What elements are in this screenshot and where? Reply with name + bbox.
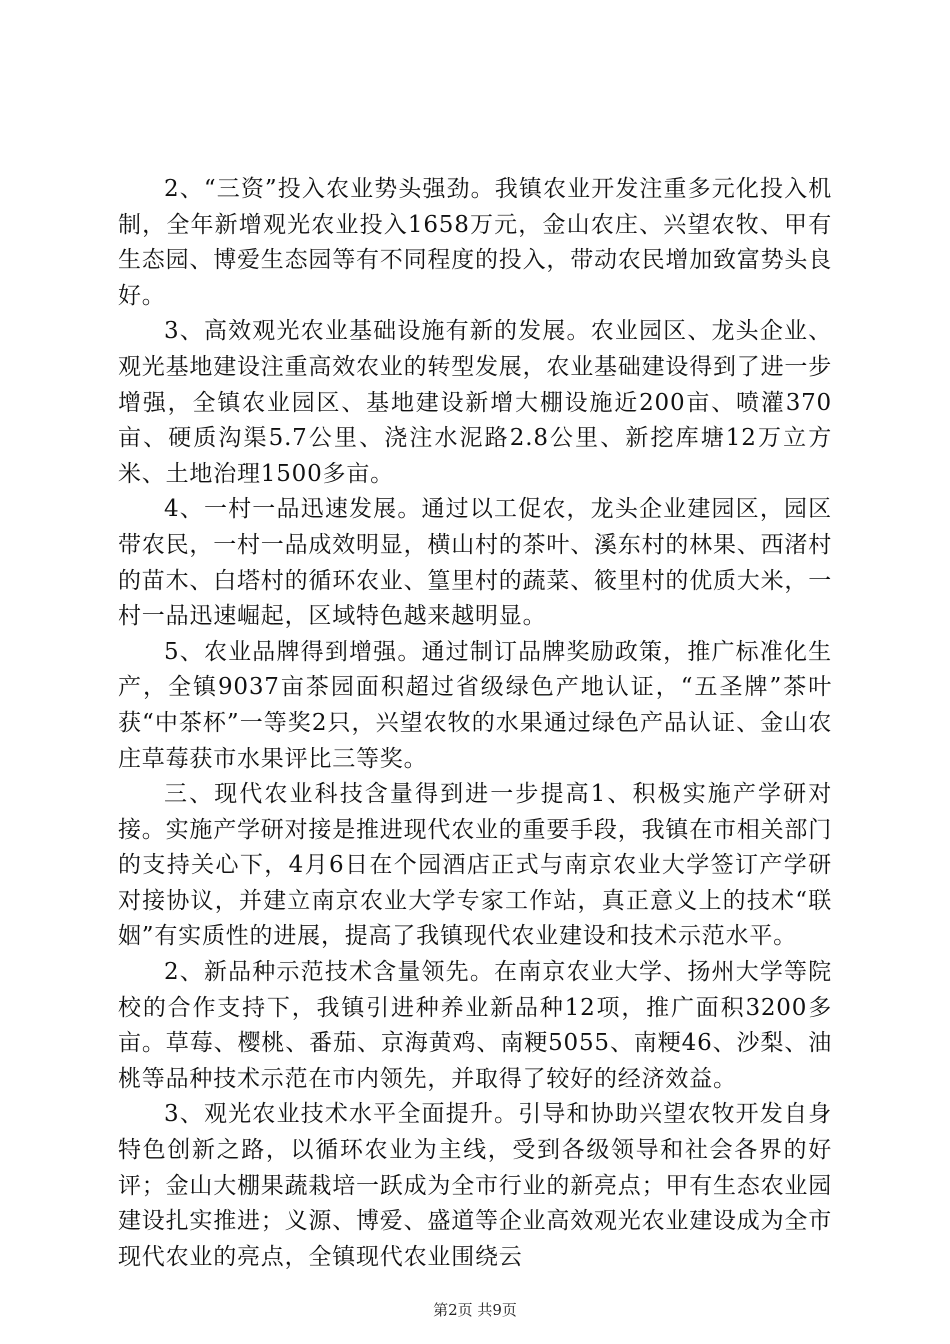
page-footer: 第2页 共9页 — [433, 1301, 517, 1319]
paragraph-1: 2、“三资”投入农业势头强劲。我镇农业开发注重多元化投入机制，全年新增观光农业投入1658万元，金山农庄、兴望农牧、甲有生态园、博爱生态园等有不同程度的投入，带动农民增加致富势头良好。 — [118, 176, 832, 309]
paragraph-2: 3、高效观光农业基础设施有新的发展。农业园区、龙头企业、观光基地建设注重高效农业的转型发展，农业基础建设得到了进一步增强，全镇农业园区、基地建设新增大棚设施近200亩、喷灌370亩、硬质沟渠5.7公里、浇注水泥路2.8公里、新挖库塘12万立方米、土地治理1500多亩。 — [118, 318, 832, 487]
paragraph-4: 5、农业品牌得到增强。通过制订品牌奖励政策，推广标准化生产，全镇9037亩茶园面积超过省级绿色产地认证，“五圣牌”茶叶获“中茶杯”一等奖2只，兴望农牧的水果通过绿色产品认证、金山农庄草莓获市水果评比三等奖。 — [118, 638, 832, 772]
paragraph-7: 3、观光农业技术水平全面提升。引导和协助兴望农牧开发自身特色创新之路，以循环农业为主线，受到各级领导和社会各界的好评；金山大棚果蔬栽培一跃成为全市行业的新亮点；甲有生态农业园建设扎实推进；义源、博爱、盛道等企业高效观光农业建设成为全市现代农业的亮点，全镇现代农业围绕云 — [118, 1101, 832, 1270]
paragraph-6: 2、新品种示范技术含量领先。在南京农业大学、扬州大学等院校的合作支持下，我镇引进种养业新品种12项，推广面积3200多亩。草莓、樱桃、番茄、京海黄鸡、南粳5055、南粳46、沙梨、油桃等品种技术示范在市内领先，并取得了较好的经济效益。 — [118, 959, 832, 1092]
document-body — [118, 172, 832, 1275]
paragraph-5: 三、现代农业科技含量得到进一步提高1、积极实施产学研对接。实施产学研对接是推进现代农业的重要手段，我镇在市相关部门的支持关心下，4月6日在个园酒店正式与南京农业大学签订产学研对接协议，并建立南京农业大学专家工作站，真正意义上的技术“联姻”有实质性的进展，提高了我镇现代农业建设和技术示范水平。 — [118, 781, 832, 950]
paragraph-3: 4、一村一品迅速发展。通过以工促农，龙头企业建园区，园区带农民，一村一品成效明显，横山村的茶叶、溪东村的林果、西渚村的苗木、白塔村的循环农业、篁里村的蔬菜、筱里村的优质大米，一村一品迅速崛起，区域特色越来越明显。 — [118, 496, 832, 630]
